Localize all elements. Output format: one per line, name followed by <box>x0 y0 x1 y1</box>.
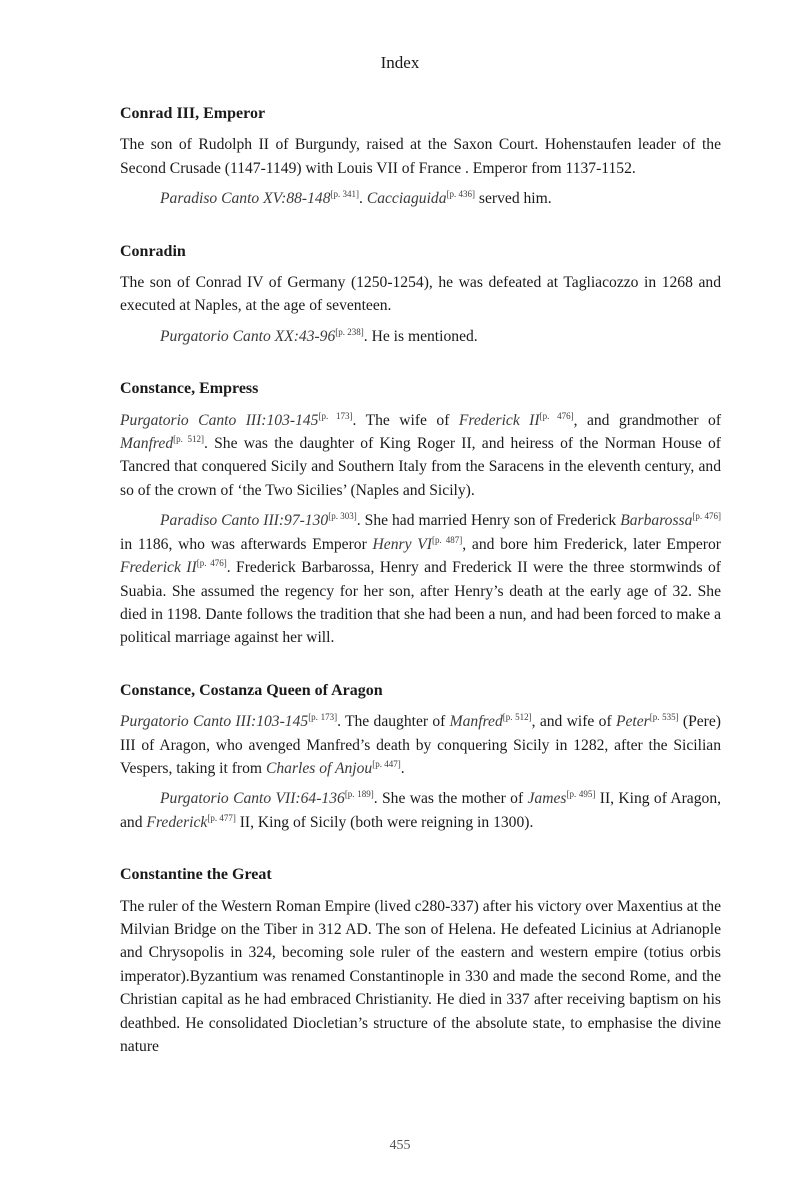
cross-reference[interactable]: Purgatorio Canto VII:64-136 <box>160 790 345 808</box>
entry-title: Constantine the Great <box>120 866 272 884</box>
entry-paragraph <box>120 895 721 1059</box>
body-text: in 1186, who was afterwards Emperor <box>120 535 373 553</box>
index-entry <box>120 377 721 649</box>
body-text: . She was the daughter of King Roger II, and heiress of the Norman House of Tancred that conquered Sicily and Southern Italy from the Saracens in the eleventh century, and so of the crown of ‘the Two Sicilies’ (Naples and Sicily). <box>120 435 722 499</box>
cross-reference[interactable]: Manfred <box>120 435 174 453</box>
cross-reference[interactable]: Henry VI <box>372 535 432 553</box>
cross-reference[interactable]: Purgatorio Canto XX:43-96 <box>160 327 336 345</box>
page-reference[interactable]: [p. 173] <box>318 410 353 421</box>
page-reference[interactable]: [p. 476] <box>539 410 574 421</box>
cross-reference[interactable]: Frederick <box>146 813 208 831</box>
page-reference[interactable]: [p. 341] <box>330 189 360 200</box>
page-reference[interactable]: [p. 303] <box>328 511 357 522</box>
cross-reference[interactable]: James <box>527 790 567 808</box>
entry-title: Constance, Empress <box>120 380 259 398</box>
page-reference[interactable]: [p. 447] <box>372 758 401 769</box>
body-text: . The wife of <box>352 411 459 429</box>
page-reference[interactable]: [p. 535] <box>649 711 679 722</box>
body-text: (Pere) III of Aragon, who avenged Manfred’s death by conquering Sicily in 1282, after the Sicilian Vespers, taking it from <box>120 713 721 777</box>
page-reference[interactable]: [p. 173] <box>308 711 338 722</box>
page-reference[interactable]: [p. 512] <box>173 433 204 444</box>
cross-reference[interactable]: Frederick II <box>120 559 197 577</box>
entry-paragraph <box>120 409 721 503</box>
body-text: . The daughter of <box>337 713 450 731</box>
body-text: . She had married Henry son of Frederick <box>356 512 621 530</box>
body-text: The ruler of the Western Roman Empire (lived c280-337) after his victory over Maxentius at the Milvian Bridge on the Tiber in 312 AD. The son of Helena. He defeated Licinius at Adrianople and Chrysopolis in 324, becoming sole ruler of the eastern and western empire (totius orbis imperator).Byzantium was renamed Constantinople in 330 and made the second Rome, and the Christian capital as he had embraced Christianity. He died in 337 after receiving baptism on his deathbed. He consolidated Diocletian’s structure of the absolute state, to emphasise the divine nature <box>120 897 721 1055</box>
body-text: , and grandmother of <box>573 411 722 429</box>
entry-paragraph <box>120 271 721 318</box>
page-number: 455 <box>389 1138 411 1153</box>
citation-paragraph <box>120 509 721 649</box>
body-text: . <box>359 190 367 208</box>
entry-paragraph <box>120 133 721 180</box>
citation-paragraph <box>120 787 721 834</box>
page-reference[interactable]: [p. 476] <box>196 557 227 568</box>
entry-title: Conradin <box>120 242 186 260</box>
body-text: . He is mentioned. <box>363 327 478 345</box>
body-text: served him. <box>475 190 552 208</box>
page-reference[interactable]: [p. 189] <box>344 789 374 800</box>
body-text: . She was the mother of <box>373 790 528 808</box>
body-text: , and bore him Frederick, later Emperor <box>462 535 721 553</box>
index-content <box>120 102 721 1087</box>
index-entry <box>120 102 721 211</box>
body-text: II, King of Aragon, and <box>120 790 722 831</box>
body-text: The son of Rudolph II of Burgundy, raised at the Saxon Court. Hohenstaufen leader of the Second Crusade (1147-1149) with Louis VII of France . Emperor from 1137-1152. <box>120 136 721 177</box>
index-entry <box>120 863 721 1058</box>
entry-title: Constance, Costanza Queen of Aragon <box>120 681 383 699</box>
cross-reference[interactable]: Barbarossa <box>620 512 693 530</box>
page-reference[interactable]: [p. 477] <box>207 812 236 823</box>
page-reference[interactable]: [p. 476] <box>692 511 721 522</box>
page-reference[interactable]: [p. 495] <box>566 789 596 800</box>
page-reference[interactable]: [p. 512] <box>502 711 532 722</box>
body-text: II, King of Sicily (both were reigning in 1300). <box>235 813 534 831</box>
cross-reference[interactable]: Peter <box>615 713 650 731</box>
index-entry <box>120 679 721 834</box>
cross-reference[interactable]: Cacciaguida <box>366 190 447 208</box>
cross-reference[interactable]: Manfred <box>449 713 503 731</box>
page-header: Index <box>380 53 420 72</box>
cross-reference[interactable]: Paradiso Canto XV:88-148 <box>160 190 331 208</box>
page-reference[interactable]: [p. 436] <box>446 189 476 200</box>
cross-reference[interactable]: Paradiso Canto III:97-130 <box>160 512 329 530</box>
cross-reference[interactable]: Purgatorio Canto III:103-145 <box>120 713 309 731</box>
page-reference[interactable]: [p. 487] <box>431 534 463 545</box>
cross-reference[interactable]: Charles of Anjou <box>265 759 373 777</box>
body-text: . <box>400 759 405 777</box>
citation-paragraph <box>120 187 721 210</box>
page-reference[interactable]: [p. 238] <box>335 326 364 337</box>
body-text: . Frederick Barbarossa, Henry and Frederick II were the three stormwinds of Suabia. She assumed the regency for her son, after Henry’s death at the early age of 32. She died in 1198. Dante follows the tradition that she had been a nun, and had been forced to make a political marriage against her will. <box>120 559 721 647</box>
citation-paragraph <box>120 325 721 348</box>
cross-reference[interactable]: Purgatorio Canto III:103-145 <box>120 411 319 429</box>
cross-reference[interactable]: Frederick II <box>458 411 540 429</box>
body-text: The son of Conrad IV of Germany (1250-1254), he was defeated at Tagliacozzo in 1268 and executed at Naples, at the age of seventeen. <box>120 274 721 315</box>
body-text: , and wife of <box>531 713 616 731</box>
entry-title: Conrad III, Emperor <box>120 105 266 122</box>
entry-paragraph <box>120 710 721 780</box>
index-entry <box>120 240 721 349</box>
